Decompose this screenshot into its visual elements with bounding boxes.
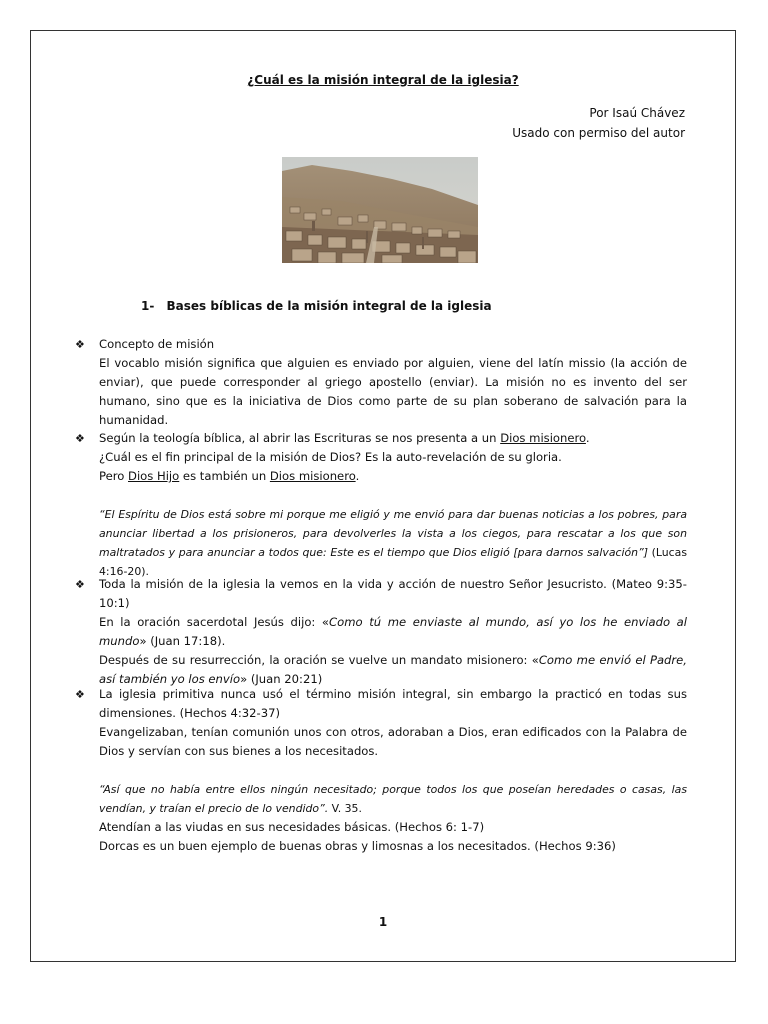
paragraph-line [99,467,687,486]
dios-misionero-underlined: Dios misionero [269,469,356,483]
quote-paragraph [99,780,687,818]
text: es también un [179,469,270,483]
text: . [355,469,360,483]
author-line: Por Isaú Chávez [589,106,685,120]
quote-text: “El Espíritu de Dios está sobre mi porque me eligió y me envió para dar buenas noticias a los pobres, para anunciar libertad a los prisioneros, para devolverles la vista a los ciegos, para rescatar a los que son maltratados y para anunciar a todos que: Este es el tiempo que Dios eligió [para darnos salvación”] [99,508,687,559]
section-heading-text: Bases bíblicas de la misión integral de la iglesia [166,299,492,313]
dios-hijo-underlined: Dios Hijo [128,469,180,483]
paragraph-line: La iglesia primitiva nunca usó el término misión integral, sin embargo la practicó en todas sus dimensiones. (Hechos 4:32-37) [99,687,687,720]
paragraph-line [99,651,687,689]
bullet-icon: ❖ [75,688,85,701]
text: . [585,431,590,445]
dios-misionero-underlined: Dios misionero [500,431,586,445]
text: » (Juan 20:21) [240,672,323,686]
bullet-iglesia-primitiva [75,685,687,856]
byline [512,103,685,143]
bullet-concepto [75,335,687,430]
bullet-title: Concepto de misión [99,337,215,351]
bullet-icon: ❖ [75,338,85,351]
bullet-jesucristo [75,575,687,689]
bullet-teologia [75,429,687,581]
quote-reference: V. 35. [328,802,362,815]
section-heading [141,299,492,313]
document-page [30,30,736,962]
text: Pero [99,469,129,483]
paragraph-line [99,613,687,651]
permission-line: Usado con permiso del autor [512,126,685,140]
page-number: 1 [378,915,388,929]
paragraph-line: Dorcas es un buen ejemplo de buenas obras y limosnas a los necesitados. (Hechos 9:36) [99,839,616,853]
bullet-icon: ❖ [75,578,85,591]
quote-paragraph [99,505,687,581]
quote-text: Como me envió el Padre, así también yo los envío [99,653,687,686]
text: Según la teología bíblica, al abrir las Escrituras se nos presenta a un [99,431,501,445]
paragraph-line [99,429,687,448]
quote-text: Como tú me enviaste al mundo, así yo los he enviado al mundo [99,615,687,648]
bullet-icon: ❖ [75,432,85,445]
text: En la oración sacerdotal Jesús dijo: « [99,615,330,629]
paragraph-line: ¿Cuál es el fin principal de la misión de Dios? Es la auto-revelación de su gloria. [99,450,562,464]
paragraph-line: Toda la misión de la iglesia la vemos en la vida y acción de nuestro Señor Jesucristo. (Mateo 9:35-10:1) [99,577,687,610]
section-number: 1- [141,299,155,313]
hillside-town-photo [282,157,478,263]
paragraph-line: Atendían a las viudas en sus necesidades básicas. (Hechos 6: 1-7) [99,820,485,834]
paragraph: El vocablo misión significa que alguien es enviado por alguien, viene del latín missio (la acción de enviar), que puede corresponder al griego apostello (enviar). La misión no es invento del ser humano, sino que es la iniciativa de Dios como parte de su plan soberano de salvación para la humanidad. [99,356,687,427]
paragraph-line: Evangelizaban, tenían comunión unos con otros, adoraban a Dios, eran edificados con la Palabra de Dios y servían con sus bienes a los necesitados. [99,725,687,758]
quote-reference: (Lucas 4:16-20). [99,546,687,578]
text: Después de su resurrección, la oración se vuelve un mandato misionero: « [99,653,539,667]
document-title: ¿Cuál es la misión integral de la iglesia? [247,73,519,87]
quote-text: “Así que no había entre ellos ningún necesitado; porque todos los que poseían heredades o casas, las vendían, y traían el precio de lo vendido”. [99,783,687,815]
text: » (Juan 17:18). [139,634,226,648]
